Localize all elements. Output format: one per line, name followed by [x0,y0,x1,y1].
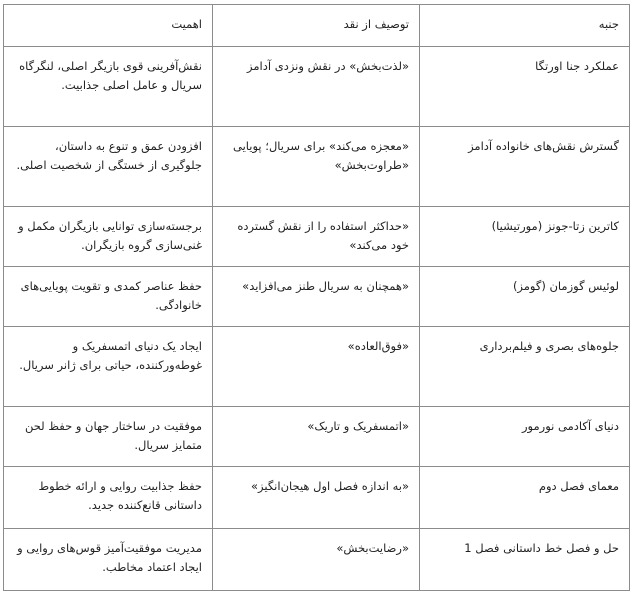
table-row [4,47,630,127]
header-aspect: جنبه [420,5,630,47]
cell-aspect: گسترش نقش‌های خانواده آدامز [420,127,630,207]
cell-description: «لذت‌بخش» در نقش ونزدی آدامز [213,47,420,127]
table-row [4,529,630,591]
cell-importance: برجسته‌سازی توانایی بازیگران مکمل و غنی‌سازی گروه بازیگران. [4,207,213,267]
table-row [4,267,630,327]
cell-description: «به اندازه فصل اول هیجان‌انگیز» [213,467,420,529]
cell-description: «معجزه می‌کند» برای سریال؛ پویایی «طراوت‌بخش» [213,127,420,207]
table-row [4,327,630,407]
table-header-row [4,5,630,47]
cell-aspect: کاترین زتا-جونز (مورتیشیا) [420,207,630,267]
table-row [4,407,630,467]
cell-description: «حداکثر استفاده را از نقش گسترده خود می‌کند» [213,207,420,267]
table-row [4,467,630,529]
cell-importance: مدیریت موفقیت‌آمیز قوس‌های روایی و ایجاد اعتماد مخاطب. [4,529,213,591]
cell-aspect: حل و فصل خط داستانی فصل 1 [420,529,630,591]
cell-importance: موفقیت در ساختار جهان و حفظ لحن متمایز سریال. [4,407,213,467]
cell-description: «رضایت‌بخش» [213,529,420,591]
header-importance: اهمیت [4,5,213,47]
cell-aspect: لوئیس گوزمان (گومز) [420,267,630,327]
cell-importance: حفظ جذابیت روایی و ارائه خطوط داستانی قانع‌کننده جدید. [4,467,213,529]
cell-aspect: دنیای آکادمی نورمور [420,407,630,467]
cell-description: «همچنان به سریال طنز می‌افزاید» [213,267,420,327]
cell-importance: نقش‌آفرینی قوی بازیگر اصلی، لنگرگاه سریال و عامل اصلی جذابیت. [4,47,213,127]
cell-aspect: معمای فصل دوم [420,467,630,529]
cell-importance: افزودن عمق و تنوع به داستان، جلوگیری از خستگی از شخصیت اصلی. [4,127,213,207]
cell-description: «فوق‌العاده» [213,327,420,407]
table-row [4,127,630,207]
cell-description: «اتمسفریک و تاریک» [213,407,420,467]
header-description: توصیف از نقد [213,5,420,47]
table-row [4,207,630,267]
cell-aspect: عملکرد جنا اورتگا [420,47,630,127]
review-summary-table [3,4,630,591]
cell-importance: حفظ عناصر کمدی و تقویت پویایی‌های خانوادگی. [4,267,213,327]
cell-importance: ایجاد یک دنیای اتمسفریک و غوطه‌ورکننده، حیاتی برای ژانر سریال. [4,327,213,407]
cell-aspect: جلوه‌های بصری و فیلم‌برداری [420,327,630,407]
